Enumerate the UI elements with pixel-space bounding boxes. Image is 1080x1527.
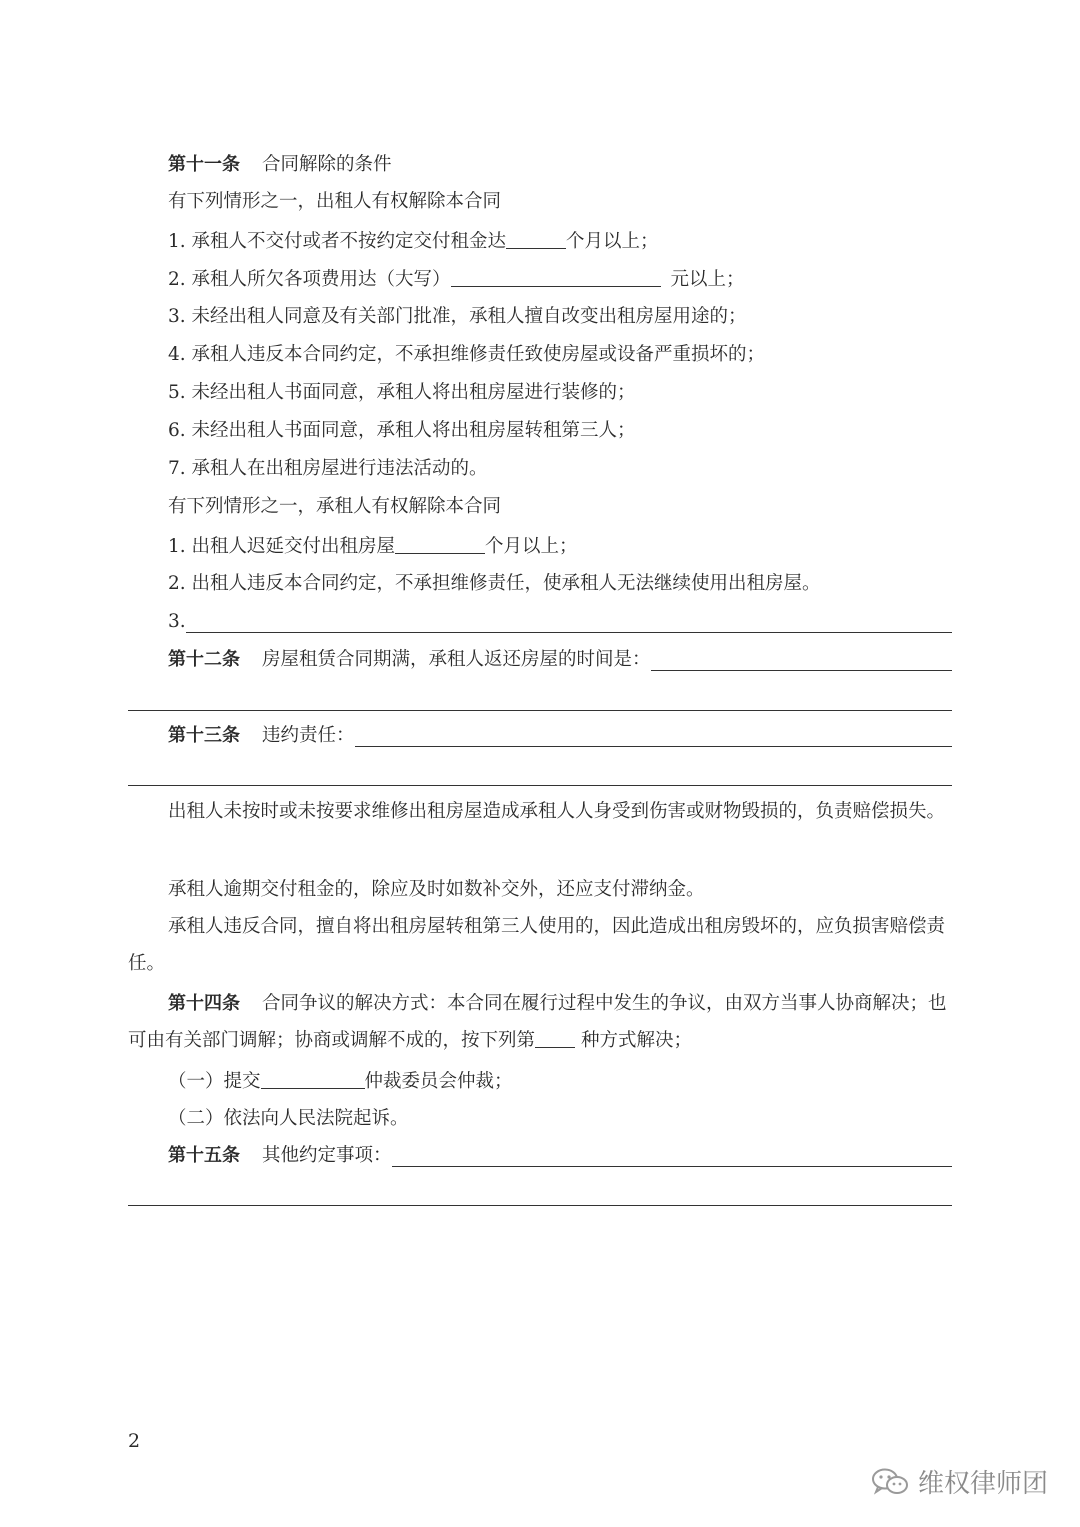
article-15-blank-line: [128, 1205, 952, 1206]
article-15-line: [168, 1141, 952, 1171]
article-13-heading: 第十三条: [168, 725, 240, 746]
tenant-termination-intro: 有下列情形之一，承租人有权解除本合同: [168, 496, 502, 517]
article-15-heading: 第十五条: [168, 1145, 240, 1166]
watermark-text: 维权律师团: [918, 1469, 1049, 1499]
article-14-paragraph: 第十四条 合同争议的解决方式：本合同在履行过程中发生的争议，由双方当事人协商解决；也可由有关部门调解；协商或调解不成的，按下列第 种方式解决；: [128, 993, 947, 1051]
landlord-item-3: 3. 未经出租人同意及有关部门批准，承租人擅自改变出租房屋用途的；: [168, 306, 747, 327]
liability-blank: [355, 724, 952, 747]
amount-blank: [451, 264, 661, 287]
tenant-item-3: 3.: [168, 607, 952, 637]
article-12-text: 房屋租赁合同期满，承租人返还房屋的时间是：: [262, 649, 651, 670]
dispute-option-1: （一）提交 仲裁委员会仲裁；: [168, 1066, 952, 1096]
landlord-item-5: 5. 未经出租人书面同意，承租人将出租房屋进行装修的；: [168, 382, 636, 403]
landlord-item-7: 7. 承租人在出租房屋进行违法活动的。: [168, 458, 488, 479]
liability-paragraph-1: 出租人未按时或未按要求维修出租房屋造成承租人人身受到伤害或财物毁损的，负责赔偿损失。: [168, 801, 946, 822]
page-number: 2: [128, 1430, 141, 1452]
article-15-text: 其他约定事项：: [262, 1145, 392, 1166]
article-11-heading: 第十一条: [168, 154, 240, 175]
other-terms-blank: [392, 1144, 952, 1167]
article-11-heading-line: [168, 150, 952, 180]
tenant-item-1: 1. 出租人迟延交付出租房屋 个月以上；: [168, 531, 952, 561]
return-time-blank: [651, 648, 952, 671]
arbitration-committee-blank: [261, 1066, 365, 1089]
landlord-item-6: 6. 未经出租人书面同意，承租人将出租房屋转租第三人；: [168, 420, 636, 441]
landlord-termination-intro: 有下列情形之一，出租人有权解除本合同: [168, 191, 502, 212]
article-14-heading: 第十四条: [168, 993, 240, 1014]
article-13-line: [168, 721, 952, 751]
item-3-blank: [186, 610, 952, 633]
liability-paragraph-2: 承租人逾期交付租金的，除应及时如数补交外，还应支付滞纳金。: [168, 879, 705, 900]
delay-months-blank: [395, 531, 485, 554]
method-number-blank: [535, 1025, 575, 1048]
article-13-blank-line: [128, 785, 952, 786]
dispute-option-2: （二）依法向人民法院起诉。: [168, 1108, 409, 1129]
article-11-title: 合同解除的条件: [262, 154, 392, 175]
wechat-icon: [870, 1467, 910, 1497]
article-12-blank-line: [128, 710, 952, 711]
landlord-item-2: 2. 承租人所欠各项费用达（大写） 元以上；: [168, 264, 952, 294]
months-blank: [506, 226, 566, 249]
landlord-item-1: 1. 承租人不交付或者不按约定交付租金达 个月以上；: [168, 226, 952, 256]
article-12-heading: 第十二条: [168, 649, 240, 670]
watermark: [870, 1463, 1048, 1500]
liability-paragraph-3: 承租人违反合同，擅自将出租房屋转租第三人使用的，因此造成出租房毁坏的，应负损害赔偿责任。: [128, 916, 946, 974]
tenant-item-2: 2. 出租人违反本合同约定，不承担维修责任，使承租人无法继续使用出租房屋。: [168, 573, 821, 594]
article-13-text: 违约责任：: [262, 725, 355, 746]
landlord-item-4: 4. 承租人违反本合同约定，不承担维修责任致使房屋或设备严重损坏的；: [168, 344, 766, 365]
article-12-line: [168, 645, 952, 675]
